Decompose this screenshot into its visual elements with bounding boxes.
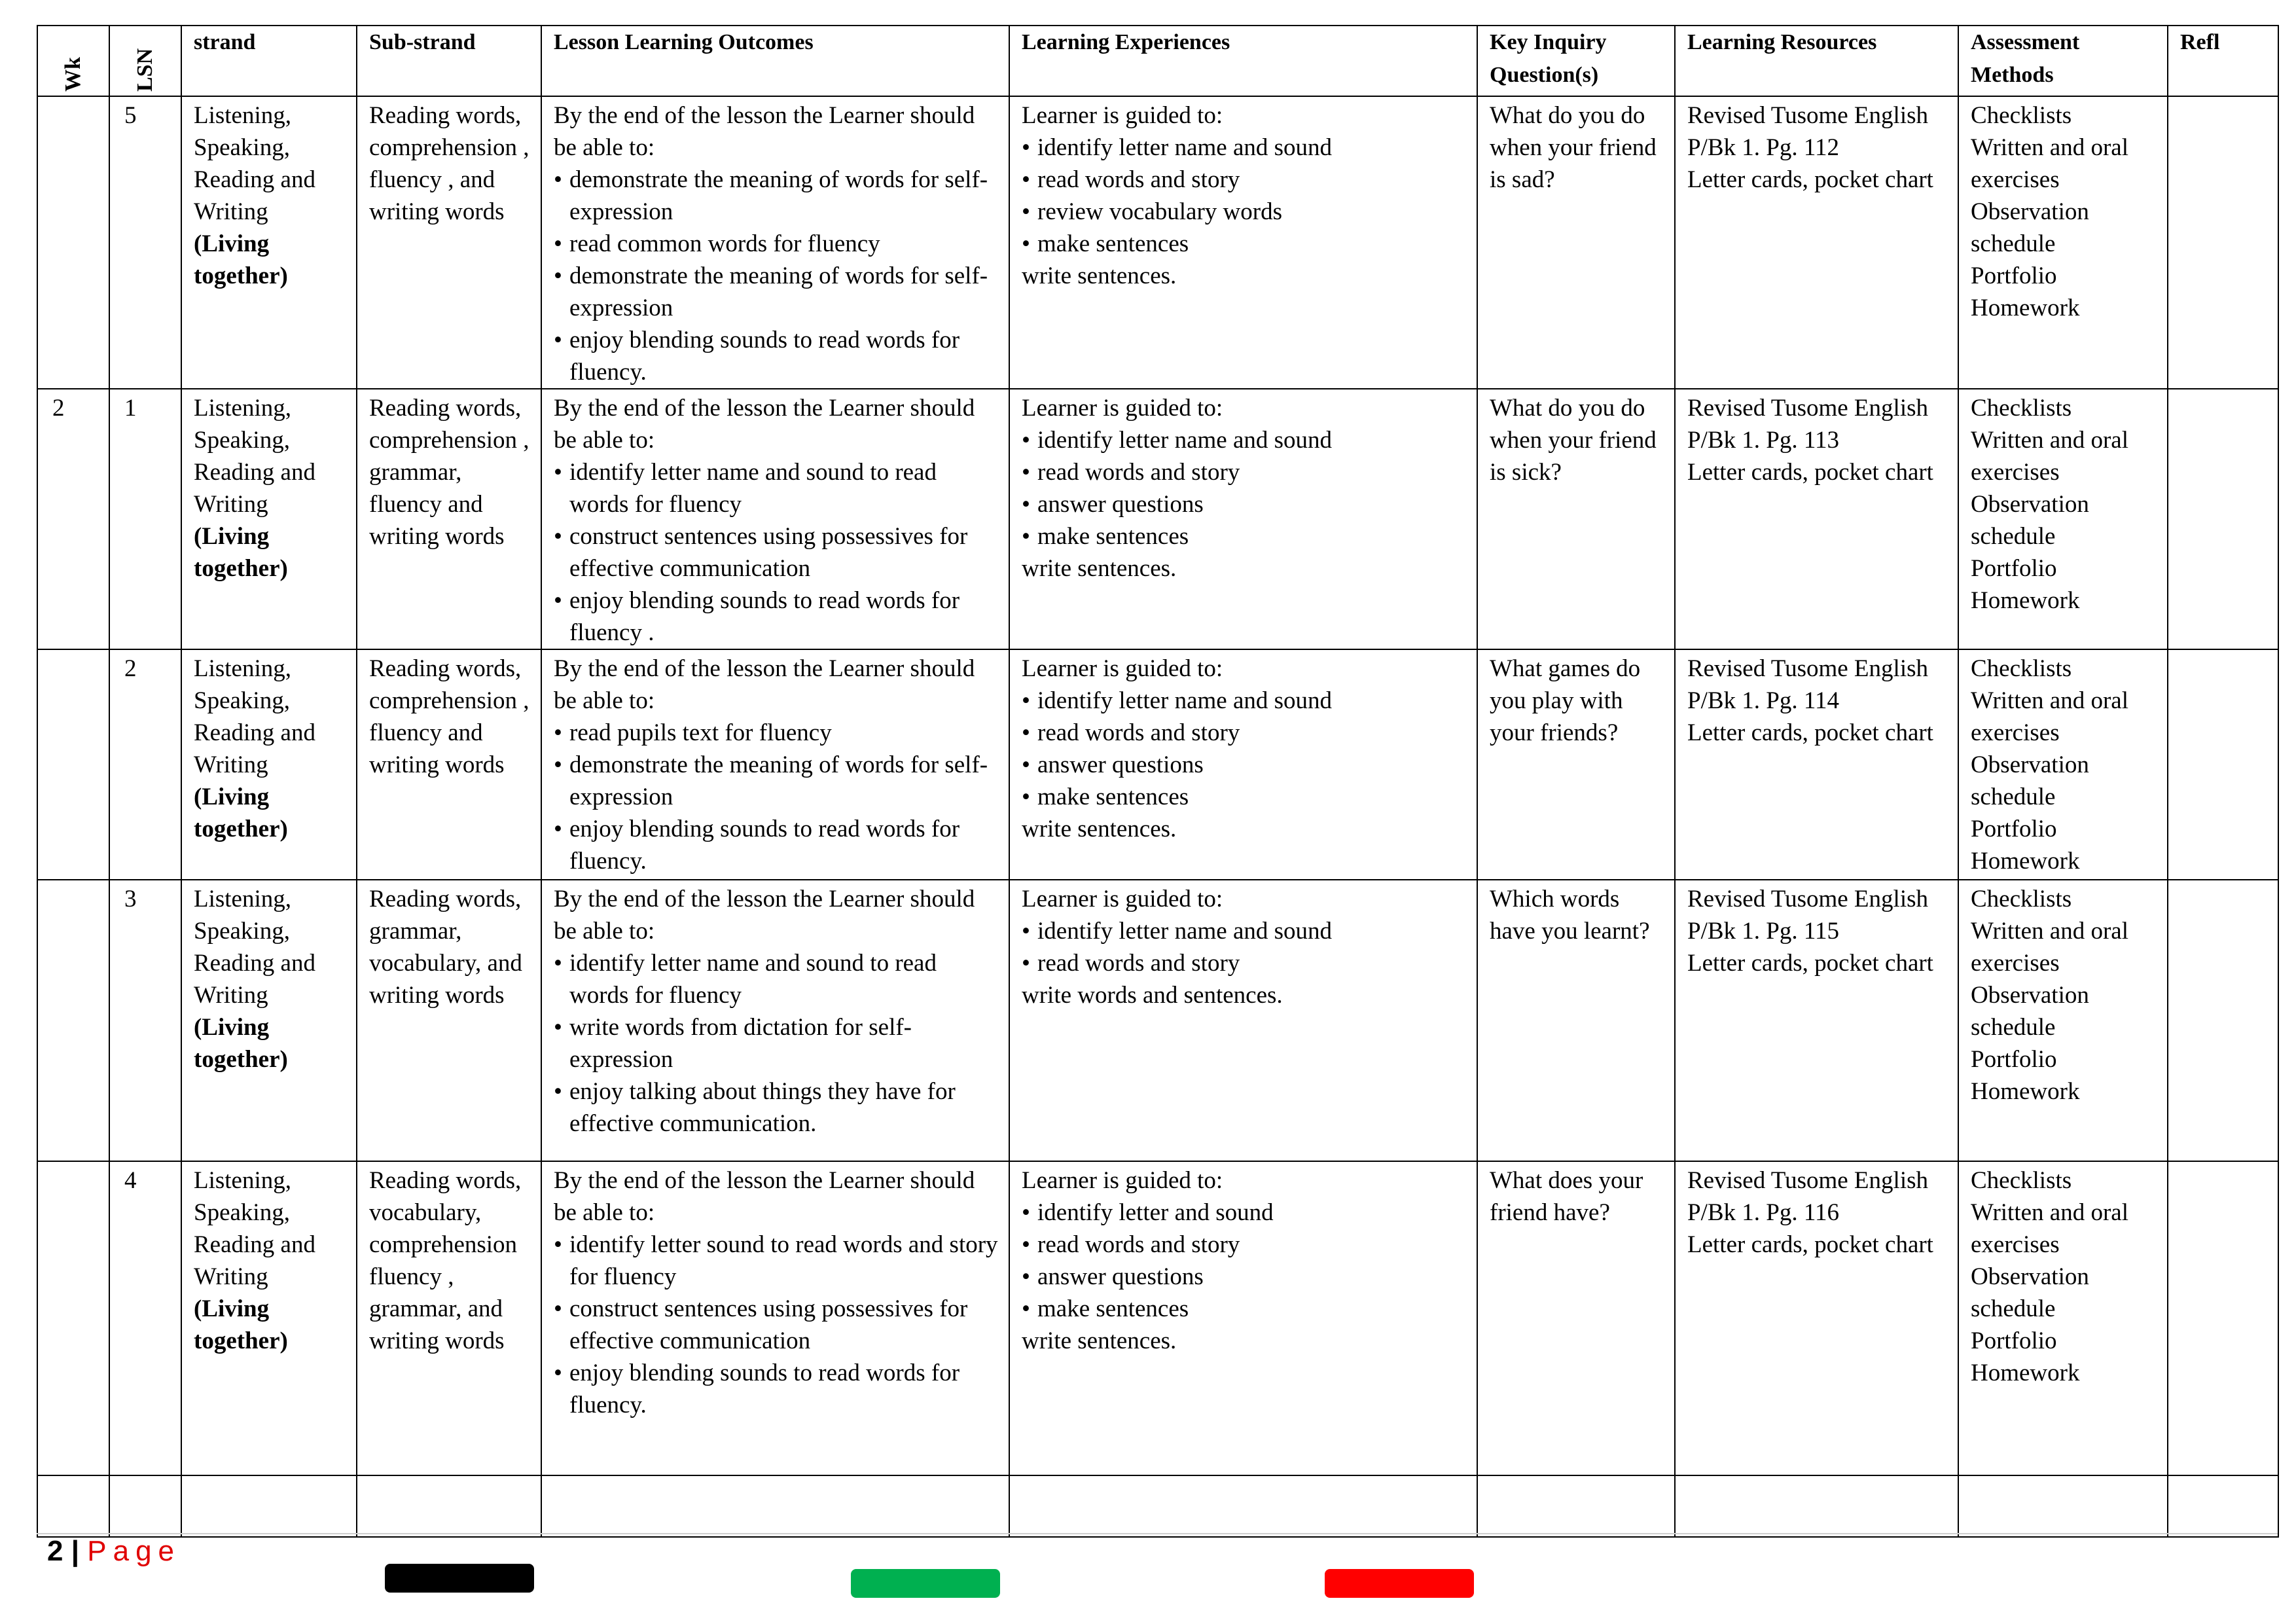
assessment-item: Homework xyxy=(1971,295,2080,321)
outcomes-cell xyxy=(541,389,1009,649)
strand-theme: (Living together) xyxy=(194,523,288,582)
assessment-cell xyxy=(1958,880,2168,1161)
experiences-intro: Learner is guided to: xyxy=(1022,655,1223,682)
resource-title: Revised Tusome English xyxy=(1687,655,1928,682)
outcome-item: • identify letter sound to read words and story for fluency xyxy=(554,1229,999,1293)
experiences-cell xyxy=(1009,389,1477,649)
assessment-cell xyxy=(1958,1161,2168,1475)
header-outcomes: Lesson Learning Outcomes xyxy=(541,26,1009,96)
resource-cards: Letter cards, pocket chart xyxy=(1687,719,1933,746)
assessment-item: Checklists xyxy=(1971,655,2072,682)
outcomes-intro: By the end of the lesson the Learner should be able to: xyxy=(554,886,975,945)
resource-title: Revised Tusome English xyxy=(1687,395,1928,422)
page-separator: | xyxy=(71,1535,80,1567)
experiences-tail: write sentences. xyxy=(1022,816,1177,842)
outcome-item: • write words from dictation for self-expression xyxy=(554,1011,999,1075)
experiences-cell xyxy=(1009,649,1477,880)
scheme-of-work-table xyxy=(37,25,2279,1538)
strand-cell xyxy=(181,389,357,649)
empty-cell[interactable] xyxy=(109,1475,181,1537)
inquiry-cell: What does your friend have? xyxy=(1477,1161,1675,1475)
sub-strand-cell: Reading words, comprehension , grammar, fluency and writing words xyxy=(357,389,541,649)
assessment-item: Portfolio xyxy=(1971,262,2057,289)
sub-strand-cell: Reading words, comprehension , fluency and writing words xyxy=(357,649,541,880)
week-cell xyxy=(37,880,109,1161)
assessment-item: Written and oral exercises xyxy=(1971,1199,2128,1258)
lesson-number-cell: 3 xyxy=(109,880,181,1161)
experience-item: • answer questions xyxy=(1022,749,1467,781)
outcome-item: • demonstrate the meaning of words for self-expression xyxy=(554,749,999,813)
assessment-item: Checklists xyxy=(1971,102,2072,129)
header-reflection: Refl xyxy=(2168,26,2278,96)
week-cell xyxy=(37,96,109,389)
resource-book: P/Bk 1. Pg. 116 xyxy=(1687,1199,1839,1226)
inquiry-cell: Which words have you learnt? xyxy=(1477,880,1675,1161)
outcome-item: • enjoy talking about things they have for effective communication. xyxy=(554,1075,999,1140)
assessment-item: Written and oral exercises xyxy=(1971,687,2128,746)
experiences-tail: write sentences. xyxy=(1022,262,1177,289)
experiences-cell xyxy=(1009,96,1477,389)
resources-cell xyxy=(1675,96,1958,389)
assessment-item: Written and oral exercises xyxy=(1971,918,2128,977)
lesson-row xyxy=(37,389,2278,649)
week-cell: 2 xyxy=(37,389,109,649)
inquiry-cell: What games do you play with your friends? xyxy=(1477,649,1675,880)
resource-cards: Letter cards, pocket chart xyxy=(1687,459,1933,486)
experience-item: • make sentences xyxy=(1022,228,1467,260)
empty-cell[interactable] xyxy=(357,1475,541,1537)
resource-title: Revised Tusome English xyxy=(1687,102,1928,129)
outcome-item: • identify letter name and sound to read words for fluency xyxy=(554,456,999,520)
header-assessment: Assessment Methods xyxy=(1958,26,2168,96)
resource-title: Revised Tusome English xyxy=(1687,886,1928,912)
experience-item: • read words and story xyxy=(1022,164,1467,196)
resource-book: P/Bk 1. Pg. 115 xyxy=(1687,918,1839,945)
green-color-bar xyxy=(851,1569,1000,1598)
inquiry-cell: What do you do when your friend is sick? xyxy=(1477,389,1675,649)
strand-cell xyxy=(181,1161,357,1475)
outcomes-intro: By the end of the lesson the Learner should be able to: xyxy=(554,655,975,714)
empty-cell[interactable] xyxy=(1675,1475,1958,1537)
outcome-item: • demonstrate the meaning of words for self-expression xyxy=(554,260,999,324)
assessment-item: Portfolio xyxy=(1971,1046,2057,1073)
assessment-item: Homework xyxy=(1971,1360,2080,1386)
experience-item: • identify letter and sound xyxy=(1022,1197,1467,1229)
reflection-cell[interactable] xyxy=(2168,389,2278,649)
experience-item: • review vocabulary words xyxy=(1022,196,1467,228)
experience-item: • make sentences xyxy=(1022,1293,1467,1325)
empty-cell[interactable] xyxy=(1477,1475,1675,1537)
strand-theme: (Living together) xyxy=(194,1295,288,1354)
resource-book: P/Bk 1. Pg. 114 xyxy=(1687,687,1839,714)
resources-cell xyxy=(1675,389,1958,649)
assessment-item: Portfolio xyxy=(1971,1327,2057,1354)
reflection-cell[interactable] xyxy=(2168,880,2278,1161)
header-row xyxy=(37,26,2278,96)
outcome-item: • construct sentences using possessives for effective communication xyxy=(554,1293,999,1357)
resources-cell xyxy=(1675,880,1958,1161)
experience-item: • read words and story xyxy=(1022,1229,1467,1261)
lesson-number-cell: 4 xyxy=(109,1161,181,1475)
black-color-bar xyxy=(385,1564,534,1593)
assessment-item: Homework xyxy=(1971,1078,2080,1105)
sub-strand-cell: Reading words, comprehension , fluency , and writing words xyxy=(357,96,541,389)
outcomes-cell xyxy=(541,1161,1009,1475)
outcome-item: • enjoy blending sounds to read words for fluency. xyxy=(554,1357,999,1421)
assessment-cell xyxy=(1958,389,2168,649)
header-strand: strand xyxy=(181,26,357,96)
empty-cell[interactable] xyxy=(2168,1475,2278,1537)
experience-item: • identify letter name and sound xyxy=(1022,685,1467,717)
footer-divider xyxy=(37,1533,2278,1534)
strand-text: Listening, Speaking, Reading and Writing xyxy=(194,1167,315,1290)
empty-cell[interactable] xyxy=(541,1475,1009,1537)
strand-theme: (Living together) xyxy=(194,1014,288,1073)
lesson-row xyxy=(37,1161,2278,1475)
outcome-item: • identify letter name and sound to read words for fluency xyxy=(554,947,999,1011)
strand-cell xyxy=(181,96,357,389)
reflection-cell[interactable] xyxy=(2168,96,2278,389)
page-footer xyxy=(47,1535,181,1568)
experience-item: • identify letter name and sound xyxy=(1022,424,1467,456)
outcomes-intro: By the end of the lesson the Learner should be able to: xyxy=(554,395,975,454)
lesson-number-cell: 1 xyxy=(109,389,181,649)
lesson-number-cell: 5 xyxy=(109,96,181,389)
resources-cell xyxy=(1675,1161,1958,1475)
experiences-intro: Learner is guided to: xyxy=(1022,1167,1223,1194)
inquiry-cell: What do you do when your friend is sad? xyxy=(1477,96,1675,389)
strand-cell xyxy=(181,649,357,880)
experiences-tail: write sentences. xyxy=(1022,1327,1177,1354)
experiences-intro: Learner is guided to: xyxy=(1022,102,1223,129)
empty-row xyxy=(37,1475,2278,1537)
reflection-cell[interactable] xyxy=(2168,649,2278,880)
outcome-item: • enjoy blending sounds to read words for fluency. xyxy=(554,324,999,388)
header-lesson-number: LSN xyxy=(109,26,181,96)
header-experiences: Learning Experiences xyxy=(1009,26,1477,96)
sub-strand-cell: Reading words, grammar, vocabulary, and writing words xyxy=(357,880,541,1161)
experiences-cell xyxy=(1009,1161,1477,1475)
outcomes-cell xyxy=(541,880,1009,1161)
week-cell xyxy=(37,649,109,880)
header-week: Wk xyxy=(37,26,109,96)
strand-theme: (Living together) xyxy=(194,230,288,289)
assessment-item: Portfolio xyxy=(1971,555,2057,582)
sub-strand-cell: Reading words, vocabulary, comprehension fluency , grammar, and writing words xyxy=(357,1161,541,1475)
outcomes-cell xyxy=(541,649,1009,880)
resources-cell xyxy=(1675,649,1958,880)
header-resources: Learning Resources xyxy=(1675,26,1958,96)
experience-item: • answer questions xyxy=(1022,1261,1467,1293)
week-cell xyxy=(37,1161,109,1475)
experiences-cell xyxy=(1009,880,1477,1161)
outcomes-intro: By the end of the lesson the Learner should be able to: xyxy=(554,1167,975,1226)
reflection-cell[interactable] xyxy=(2168,1161,2278,1475)
assessment-item: Portfolio xyxy=(1971,816,2057,842)
lesson-row xyxy=(37,649,2278,880)
strand-cell xyxy=(181,880,357,1161)
outcome-item: • construct sentences using possessives for effective communication xyxy=(554,520,999,585)
strand-text: Listening, Speaking, Reading and Writing xyxy=(194,395,315,518)
empty-cell[interactable] xyxy=(181,1475,357,1537)
outcomes-cell xyxy=(541,96,1009,389)
experience-item: • answer questions xyxy=(1022,488,1467,520)
lesson-number-cell: 2 xyxy=(109,649,181,880)
lesson-row xyxy=(37,880,2278,1161)
lesson-row xyxy=(37,96,2278,389)
outcome-item: • read pupils text for fluency xyxy=(554,717,999,749)
assessment-item: Homework xyxy=(1971,848,2080,875)
experiences-intro: Learner is guided to: xyxy=(1022,395,1223,422)
assessment-cell xyxy=(1958,649,2168,880)
assessment-item: Observation schedule xyxy=(1971,198,2089,257)
experience-item: • identify letter name and sound xyxy=(1022,915,1467,947)
assessment-item: Written and oral exercises xyxy=(1971,427,2128,486)
page-word: Page xyxy=(87,1535,181,1567)
experience-item: • make sentences xyxy=(1022,520,1467,552)
resource-cards: Letter cards, pocket chart xyxy=(1687,1231,1933,1258)
assessment-item: Written and oral exercises xyxy=(1971,134,2128,193)
assessment-item: Observation schedule xyxy=(1971,751,2089,810)
empty-cell[interactable] xyxy=(37,1475,109,1537)
assessment-item: Checklists xyxy=(1971,395,2072,422)
experience-item: • read words and story xyxy=(1022,717,1467,749)
experience-item: • read words and story xyxy=(1022,456,1467,488)
resource-cards: Letter cards, pocket chart xyxy=(1687,950,1933,977)
empty-cell[interactable] xyxy=(1958,1475,2168,1537)
experience-item: • make sentences xyxy=(1022,781,1467,813)
experiences-tail: write words and sentences. xyxy=(1022,982,1283,1009)
page-number: 2 xyxy=(47,1535,63,1567)
outcome-item: • enjoy blending sounds to read words for fluency . xyxy=(554,585,999,649)
resource-book: P/Bk 1. Pg. 113 xyxy=(1687,427,1839,454)
resource-cards: Letter cards, pocket chart xyxy=(1687,166,1933,193)
empty-cell[interactable] xyxy=(1009,1475,1477,1537)
outcomes-intro: By the end of the lesson the Learner should be able to: xyxy=(554,102,975,161)
header-sub-strand: Sub-strand xyxy=(357,26,541,96)
assessment-item: Observation schedule xyxy=(1971,491,2089,550)
outcome-item: • read common words for fluency xyxy=(554,228,999,260)
red-color-bar xyxy=(1325,1569,1474,1598)
experiences-tail: write sentences. xyxy=(1022,555,1177,582)
outcome-item: • demonstrate the meaning of words for self-expression xyxy=(554,164,999,228)
assessment-item: Observation schedule xyxy=(1971,1263,2089,1322)
strand-theme: (Living together) xyxy=(194,784,288,842)
assessment-item: Observation schedule xyxy=(1971,982,2089,1041)
strand-text: Listening, Speaking, Reading and Writing xyxy=(194,655,315,778)
strand-text: Listening, Speaking, Reading and Writing xyxy=(194,886,315,1009)
strand-text: Listening, Speaking, Reading and Writing xyxy=(194,102,315,225)
assessment-item: Checklists xyxy=(1971,886,2072,912)
assessment-item: Checklists xyxy=(1971,1167,2072,1194)
resource-title: Revised Tusome English xyxy=(1687,1167,1928,1194)
header-inquiry: Key Inquiry Question(s) xyxy=(1477,26,1675,96)
experience-item: • read words and story xyxy=(1022,947,1467,979)
assessment-cell xyxy=(1958,96,2168,389)
resource-book: P/Bk 1. Pg. 112 xyxy=(1687,134,1839,161)
assessment-item: Homework xyxy=(1971,587,2080,614)
experiences-intro: Learner is guided to: xyxy=(1022,886,1223,912)
experience-item: • identify letter name and sound xyxy=(1022,132,1467,164)
outcome-item: • enjoy blending sounds to read words for fluency. xyxy=(554,813,999,877)
